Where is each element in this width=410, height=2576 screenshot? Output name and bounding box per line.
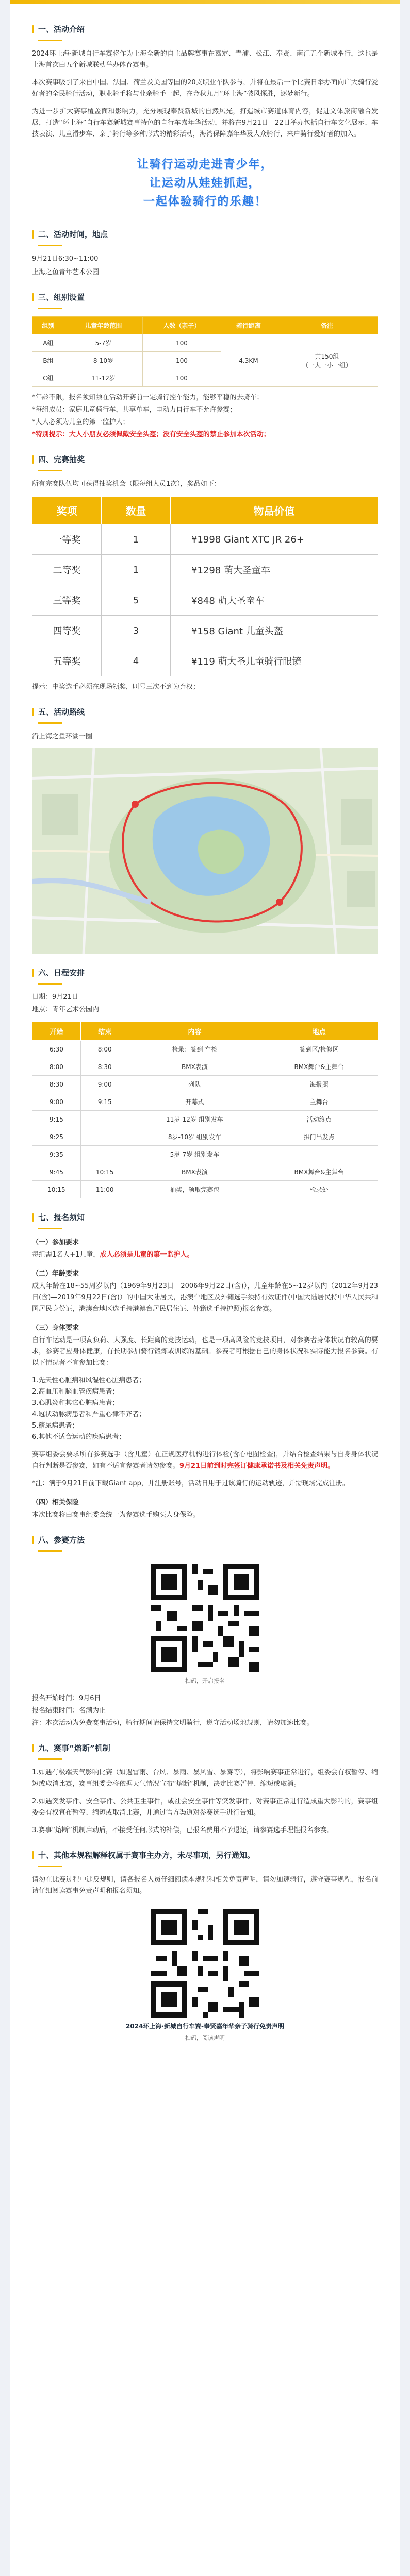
fuse-paragraph-3: 3.赛事“熔断”机制启动后，不接受任何形式的补偿，已报名费用不予退还，请参赛选手理性报名参赛。 [32, 1826, 334, 1834]
signup-qr-code[interactable] [151, 1564, 259, 1672]
signup-note: 注：本次活动为免费赛事活动，骑行期间请保持文明骑行，遵守活动场地规则，请勿加速比赛。 [32, 1719, 314, 1727]
intro-paragraph-2: 本次赛事吸引了来自中国、法国、荷兰及美国等国的20支职业车队参与，并将在最后一个比赛日举办面向广大骑行爱好者的全民骑行活动，职业骑手将与业余骑手一起，在金秋九月“环上海”破风探胜，逐梦新行。 [32, 79, 378, 98]
title-underline [38, 308, 62, 309]
list-item: 4.冠状动脉病患者和严重心律不齐者； [32, 1411, 146, 1418]
title-underline [38, 1550, 62, 1552]
insurance-title: （四）相关保险 [32, 1499, 79, 1506]
signup-start: 报名开始时间：9月6日 [32, 1694, 101, 1702]
table-row: 五等奖 4 ¥119 萌大圣儿童骑行眼镜 [32, 646, 378, 676]
schedule-header-cell: 地点 [260, 1022, 378, 1041]
table-row: 8:00 8:30 BMX表演 BMX舞台&主舞台 [32, 1058, 378, 1076]
section-title-lottery: 四、完赛抽奖 [32, 454, 378, 465]
requirement-title: （一）参加要求 [32, 1239, 79, 1246]
other-paragraph: 请勿在比赛过程中违反规则，请各报名人员仔细阅读本规程和相关免责声明，请勿加速骑行，遵守赛事规程，报名前请仔细阅读赛事免责声明和报名须知。 [32, 1876, 378, 1895]
list-item: 6.其他不适合运动的疾病患者； [32, 1433, 126, 1441]
group-note-1: *年龄不限，报名须知须在活动开赛前一定骑行控车能力，能够平稳的去骑车； [32, 394, 264, 401]
slogan-line-1: 让骑行运动走进青少年， [137, 158, 273, 171]
list-item: 1.先天性心脏病和风湿性心脏病患者； [32, 1377, 146, 1384]
groups-table [32, 316, 378, 387]
table-row: 9:45 10:15 BMX表演 BMX舞台&主舞台 [32, 1163, 378, 1181]
qr-code-icon [151, 1909, 259, 2018]
health-text: 自行车运动是一项高负荷、大强度、长距离的竞技运动，也是一项高风险的竞技项目，对参赛者身体状况有较高的要求，参赛者应身体健康，有长期参加骑行锻炼或训练的基础。参赛者可根据自己的身体状况和实际能力报名参赛。有以下情况者不宜参加比赛： [32, 1336, 378, 1367]
table-row: B组 8-10岁 100 [32, 352, 378, 369]
section-title-fuse: 九、赛事“熔断”机制 [32, 1742, 378, 1753]
event-time: 9月21日6:30~11:00 [32, 255, 99, 263]
slogan-block [32, 156, 378, 211]
title-underline [38, 470, 62, 471]
section-title-route: 五、活动路线 [32, 706, 378, 717]
section-title-registration: 七、报名须知 [32, 1212, 378, 1223]
groups-header-cell: 备注 [276, 317, 378, 334]
schedule-header-cell: 结束 [80, 1022, 129, 1041]
section-title-intro: 一、活动介绍 [32, 24, 378, 35]
schedule-header-cell: 内容 [129, 1022, 260, 1041]
slogan-line-3: 一起体验骑行的乐趣！ [143, 195, 267, 208]
disclaimer-caption: 扫码，阅读声明 [185, 2035, 225, 2041]
route-description: 沿上海之鱼环湖一圈 [32, 733, 93, 740]
table-row: 一等奖 1 ¥1998 Giant XTC JR 26+ [32, 524, 378, 555]
table-row: 6:30 8:00 检录：签到 车检 签到区/检修区 [32, 1041, 378, 1058]
requirement-text: 每组需1名人+1儿童，成人必须是儿童的第一监护人。 [32, 1251, 194, 1259]
title-underline [38, 40, 62, 41]
fuse-paragraph-2: 2.如遇突发事件、安全事件、公共卫生事件，或社会安全事件等突发事件，对赛事正常进行造成重大影响的，赛事组委会有权宣布暂停、缩短或取消比赛，并通过官方渠道对参赛选手进行告知。 [32, 1798, 378, 1817]
signup-end: 报名结束时间：名满为止 [32, 1707, 106, 1715]
age-title: （二）年龄要求 [32, 1270, 79, 1278]
slogan-line-2: 让运动从娃娃抓起， [149, 177, 261, 190]
table-row: C组 11-12岁 100 [32, 369, 378, 387]
groups-header-cell: 儿童年龄范围 [64, 317, 142, 334]
lottery-note: 提示：中奖选手必须在现场领奖，叫号三次不到为弃权； [32, 683, 200, 691]
groups-header-cell: 人数（亲子） [142, 317, 221, 334]
table-row: 9:00 9:15 开幕式 主舞台 [32, 1093, 378, 1111]
distance-cell: 4.3KM [221, 334, 276, 387]
title-underline [38, 983, 62, 985]
schedule-table [32, 1022, 378, 1198]
health-title: （三）身体要求 [32, 1324, 79, 1332]
route-map [32, 748, 378, 954]
group-note-2: *每组成员：家庭儿童骑行车，共享单车，电动力自行车不允许参赛； [32, 406, 237, 414]
group-note-helmet: *特别提示：大人小朋友必须佩戴安全头盔；没有安全头盔的禁止参加本次活动； [32, 431, 270, 438]
note-cell: 共150组 （一大一小一组） [276, 334, 378, 387]
title-underline [38, 1758, 62, 1760]
groups-header-cell: 骑行距离 [221, 317, 276, 334]
health-check-text: 赛事组委会要求所有参赛选手（含儿童）在正规医疗机构进行体检(含心电图检查)，并结合检查结果与自身身体状况自行判断是否参赛，如有不适宜参赛者请勿参赛。9月21日前到时完签订健康承诺书及相关免责声明。 [32, 1451, 378, 1470]
list-item: 5.糖尿病患者； [32, 1422, 79, 1430]
event-place: 上海之鱼青年艺术公园 [32, 268, 100, 276]
section-title-signup: 八、参赛方法 [32, 1534, 378, 1545]
fuse-paragraph-1: 1.如遇有极端天气影响比赛（如遇雷雨、台风、暴雨、暴风雪、暴雾等），将影响赛事正常进行，组委会有权暂停、缩短或取消比赛，赛事组委会将依据天气情况宣布“熔断”机制，决定比赛暂停、缩短或取消。 [32, 1769, 378, 1788]
qr-caption: 扫码，开启报名 [185, 1677, 225, 1684]
table-row: 二等奖 1 ¥1298 萌大圣童车 [32, 555, 378, 585]
table-row: A组 5-7岁 100 4.3KM 共150组 （一大一小一组） [32, 334, 378, 352]
list-item: 3.心肌炎和其它心脏病患者； [32, 1399, 119, 1407]
prize-header-cell: 奖项 [32, 497, 102, 524]
disclaimer-title: 2024环上海·新城自行车赛-奉贤嘉年华亲子骑行免责声明 [126, 2023, 284, 2030]
groups-header-cell: 组别 [32, 317, 64, 334]
schedule-header-cell: 开始 [32, 1022, 81, 1041]
table-row: 8:30 9:00 列队 海报照 [32, 1076, 378, 1093]
prize-header-cell: 物品价值 [171, 497, 378, 524]
section-title-schedule: 六、日程安排 [32, 967, 378, 978]
schedule-place: 地点：青年艺术公园内 [32, 1006, 100, 1013]
title-underline [38, 245, 62, 246]
prize-table [32, 496, 378, 676]
table-row: 9:25 8岁-10岁 组别发车 拱门出发点 [32, 1128, 378, 1146]
section-title-time-place: 二、活动时间，地点 [32, 229, 378, 240]
group-note-3: *大人必须为儿童的第一监护人； [32, 418, 129, 426]
app-note: *注：满于9月21日前下载Giant app，并注册账号，活动日用于过该骑行的运动轨迹，并需现场完成注册。 [32, 1480, 349, 1487]
section-title-other: 十、其他本规程解释权属于赛事主办方，未尽事项，另行通知。 [32, 1850, 378, 1860]
insurance-text: 本次比赛将由赛事组委会统一为参赛选手购买人身保险。 [32, 1511, 200, 1519]
schedule-date: 日期：9月21日 [32, 993, 78, 1001]
title-underline [38, 1866, 62, 1867]
qr-code-icon [151, 1564, 259, 1672]
route-map-drawing [32, 748, 378, 954]
list-item: 2.高血压和脑血管疾病患者； [32, 1388, 119, 1396]
section-title-groups: 三、组别设置 [32, 292, 378, 302]
table-row: 10:15 11:00 抽奖，领取完赛包 检录处 [32, 1181, 378, 1198]
lottery-intro: 所有完赛队伍均可获得抽奖机会（限每组人员1次），奖品如下： [32, 480, 221, 488]
intro-paragraph-3: 为进一步扩大赛事覆盖面和影响力，充分展现奉贤新城的自然风光，打造城市赛道体育内容，促进文体旅商融合发展，打造“环上海”自行车赛新城赛事特色的自行车嘉年华活动，并将在9月21日—22日举办包括自行车文化展示、车技表演、儿童滑步车、亲子骑行等多种形式的精彩活动，海湾保障嘉年华及大众骑行，来户骑行爱好者的加入。 [32, 108, 378, 138]
title-underline [38, 722, 62, 724]
table-row: 9:35 5岁-7岁 组别发车 [32, 1146, 378, 1163]
article-page [10, 0, 400, 2576]
table-row: 三等奖 5 ¥848 萌大圣童车 [32, 585, 378, 616]
age-text: 成人年龄在18~55周岁以内（1969年9月23日—2006年9月22日(含)），儿童年龄在5~12岁以内（2012年9月23日(含)—2019年9月22日(含)）的中国大陆居民，港澳台地区及外籍选手须持有效证件(中国大陆居民持中华人民共和国居民身份证，港澳台地区选手持港澳台居民居住证、外籍选手持护照)报名参赛。 [32, 1282, 378, 1313]
prize-header-cell: 数量 [102, 497, 171, 524]
disclaimer-qr-code[interactable] [151, 1909, 259, 2018]
top-accent-bar [10, 0, 400, 4]
title-underline [38, 1228, 62, 1229]
intro-paragraph-1: 2024环上海·新城自行车赛将作为上海全新的自主品牌赛事在嘉定、青浦、松江、奉贤、南汇五个新城举行，这也是上海首次由五个新城联动举办体育赛事。 [32, 50, 378, 69]
table-row: 9:15 11岁-12岁 组别发车 活动终点 [32, 1111, 378, 1128]
table-row: 四等奖 3 ¥158 Giant 儿童头盔 [32, 616, 378, 646]
